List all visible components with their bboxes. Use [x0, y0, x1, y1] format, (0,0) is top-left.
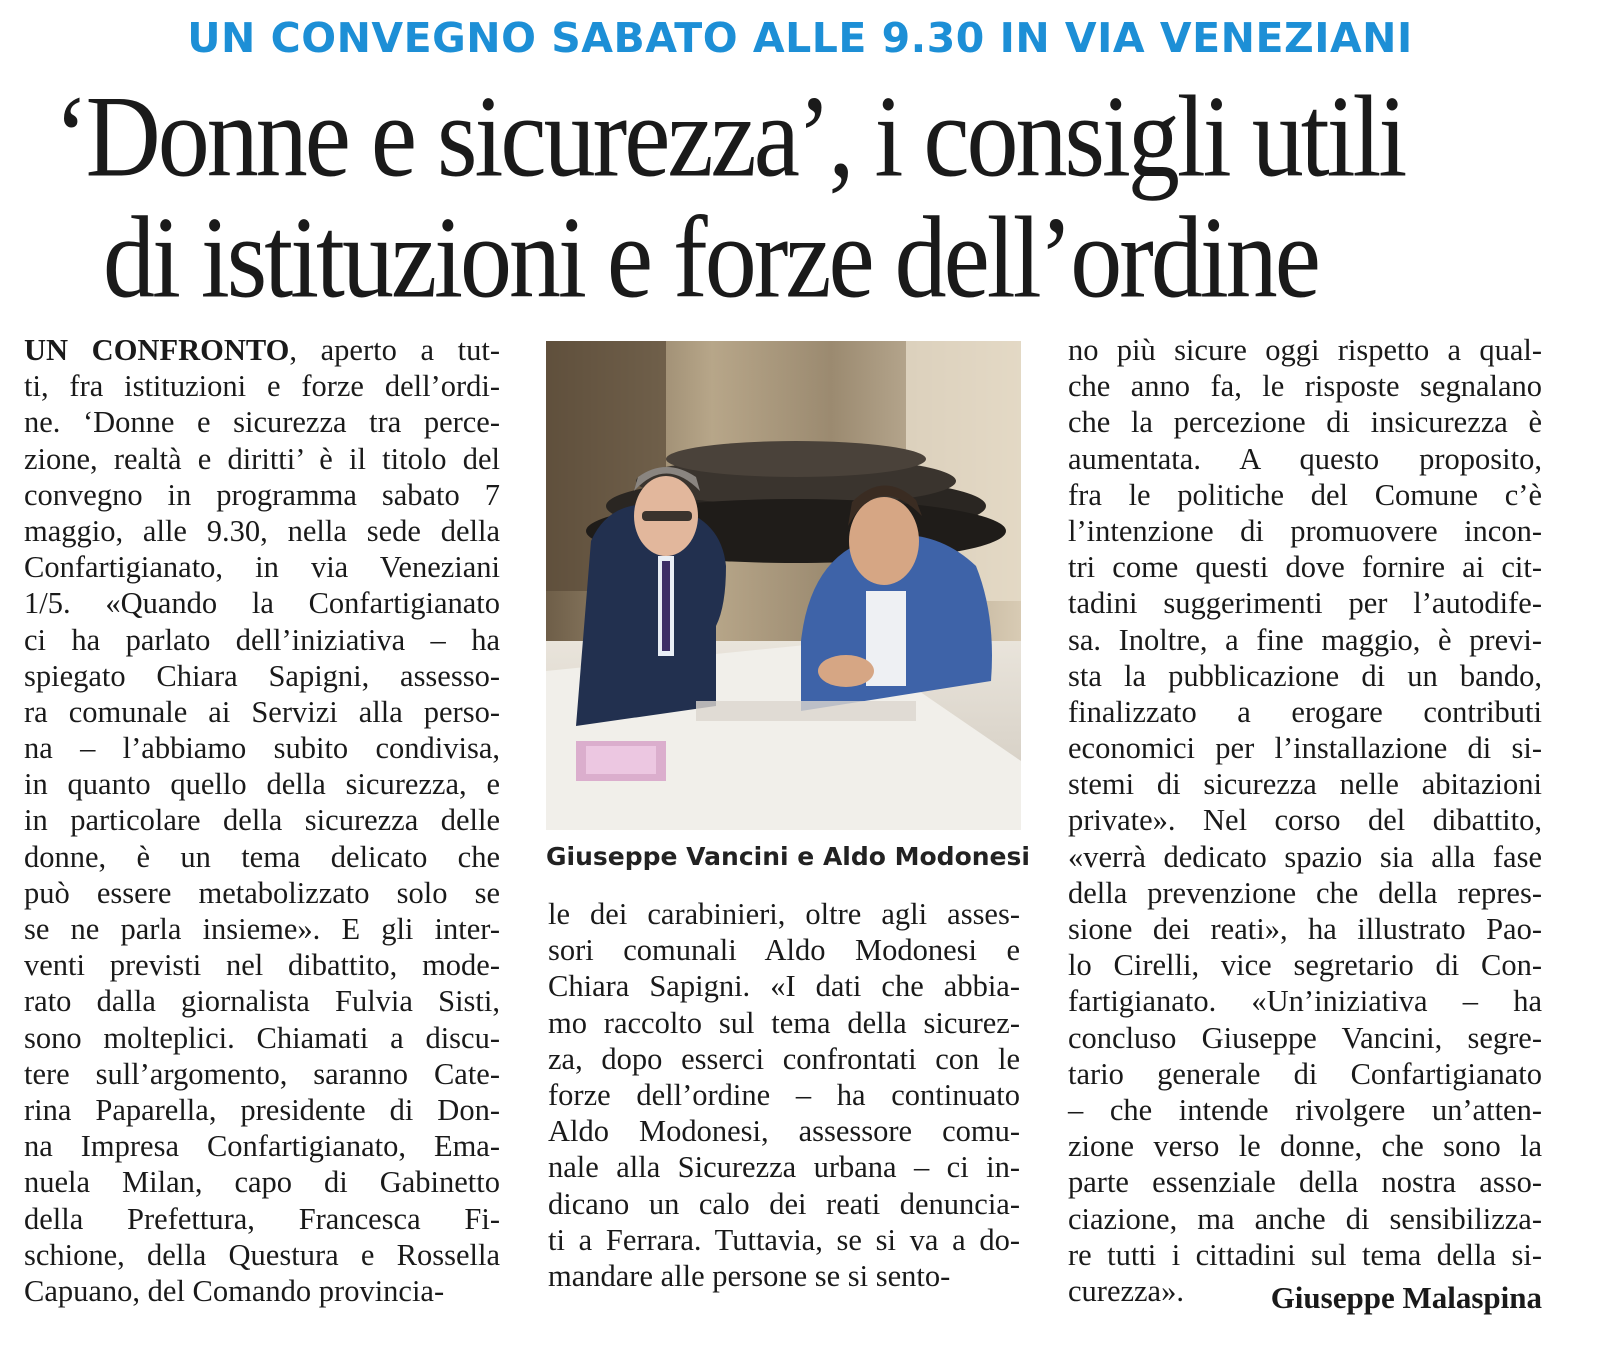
text-line — [24, 1201, 500, 1237]
text-line — [548, 896, 1020, 932]
text-line — [548, 1041, 1020, 1077]
text-line-content: concluso Giuseppe Vancini, segre- — [1068, 1020, 1542, 1055]
text-line — [1068, 1201, 1542, 1237]
text-line — [1068, 622, 1542, 658]
text-line — [1068, 1164, 1542, 1200]
text-line — [24, 1237, 500, 1273]
text-line — [548, 1005, 1020, 1041]
text-line-content: dicano un calo dei reati denuncia- — [548, 1186, 1020, 1221]
text-line-content: ne. ‘Donne e sicurezza tra perce- — [24, 405, 500, 440]
text-line-content: na Impresa Confartigianato, Ema- — [24, 1129, 500, 1164]
text-line-content: forze dell’ordine – ha continuato — [548, 1077, 1020, 1112]
article-column-3 — [1068, 332, 1542, 1309]
text-line — [1068, 1092, 1542, 1128]
text-line — [1068, 875, 1542, 911]
article-photo — [546, 341, 1021, 830]
text-line — [24, 1092, 500, 1128]
text-line-content: tario generale di Confartigianato — [1068, 1056, 1542, 1091]
text-line — [24, 404, 500, 440]
text-line-content: sori comunali Aldo Modonesi e — [548, 933, 1020, 968]
text-line-content: rato dalla giornalista Fulvia Sisti, — [24, 984, 500, 1019]
text-line-content: Aldo Modonesi, assessore comu- — [548, 1114, 1020, 1149]
headline-line-2: di istituzioni e forze dell’ordine — [103, 193, 1318, 323]
text-line — [1068, 477, 1542, 513]
text-line — [1068, 441, 1542, 477]
text-line — [548, 1113, 1020, 1149]
text-line — [24, 622, 500, 658]
text-line — [24, 477, 500, 513]
photo-caption: Giuseppe Vancini e Aldo Modonesi — [546, 842, 1030, 871]
article-column-2 — [548, 896, 1020, 1294]
text-line — [24, 875, 500, 911]
text-line-content: zione, realtà e diritti’ è il titolo del — [24, 441, 500, 476]
photo-illustration — [546, 341, 1021, 830]
text-line — [1068, 513, 1542, 549]
text-line-content: Confartigianato, in via Veneziani — [24, 550, 500, 585]
text-line — [1068, 549, 1542, 585]
text-line — [1068, 1056, 1542, 1092]
text-line — [1068, 332, 1542, 368]
text-line-content: l’intenzione di promuovere incon- — [1068, 513, 1542, 548]
text-line — [1068, 911, 1542, 947]
text-line — [24, 983, 500, 1019]
kicker-headline: UN CONVEGNO SABATO ALLE 9.30 IN VIA VENEZIANI — [187, 14, 1413, 62]
text-line-content: ti, fra istituzioni e forze dell’ordi- — [24, 369, 500, 404]
text-line-content: venti previsti nel dibattito, mode- — [24, 948, 500, 983]
text-line-content: mo raccolto sul tema della sicurez- — [548, 1005, 1020, 1040]
text-line — [1068, 766, 1542, 802]
text-line-content: rina Paparella, presidente di Don- — [24, 1092, 500, 1127]
text-line — [1068, 404, 1542, 440]
text-line — [1068, 585, 1542, 621]
text-line-content: fra le politiche del Comune c’è — [1068, 477, 1542, 512]
text-line — [24, 730, 500, 766]
text-line — [24, 332, 500, 368]
text-line — [24, 658, 500, 694]
lead-in: UN CONFRONTO — [24, 333, 290, 367]
text-line-content: sione dei reati», ha illustrato Pao- — [1068, 912, 1542, 946]
text-line-content: della Prefettura, Francesca Fi- — [24, 1201, 500, 1236]
text-line-content: economici per l’installazione di si- — [1068, 731, 1542, 766]
text-line — [24, 947, 500, 983]
text-line-content: può essere metabolizzato solo se — [24, 875, 500, 910]
text-line-content: sa. Inoltre, a fine maggio, è previ- — [1068, 622, 1542, 657]
text-line — [1068, 839, 1542, 875]
text-line — [24, 513, 500, 549]
text-line — [24, 585, 500, 621]
text-line-content: sono molteplici. Chiamati a discu- — [24, 1020, 500, 1055]
text-line-content: aumentata. A questo proposito, — [1068, 441, 1542, 476]
text-line — [1068, 368, 1542, 404]
text-line — [24, 1273, 500, 1309]
text-line — [24, 441, 500, 477]
text-line — [548, 1258, 1020, 1294]
text-line-content: tri come questi dove fornire ai cit- — [1068, 550, 1542, 585]
text-line-content: tere sull’argomento, saranno Cate- — [24, 1056, 500, 1091]
text-line-content: schione, della Questura e Rossella — [24, 1237, 500, 1272]
text-line-content: che la percezione di insicurezza è — [1068, 405, 1542, 440]
text-line-content: finalizzato a erogare contributi — [1068, 694, 1542, 729]
text-line — [1068, 947, 1542, 983]
text-line-content: le dei carabinieri, oltre agli asses- — [548, 897, 1020, 931]
text-line-content: lo Cirelli, vice segretario di Con- — [1068, 948, 1542, 983]
text-line-content: re tutti i cittadini sul tema della si- — [1068, 1237, 1542, 1272]
text-line-content: private». Nel corso del dibattito, — [1068, 803, 1542, 838]
text-line-content: parte essenziale della nostra asso- — [1068, 1165, 1542, 1200]
text-line — [1068, 694, 1542, 730]
text-line-content: in particolare della sicurezza delle — [24, 803, 500, 838]
text-line-content: Capuano, del Comando provincia- — [24, 1273, 445, 1308]
text-line — [548, 932, 1020, 968]
text-line-content: ti a Ferrara. Tuttavia, se si va a do- — [548, 1222, 1020, 1257]
text-line — [1068, 802, 1542, 838]
text-line-content: nuela Milan, capo di Gabinetto — [24, 1165, 500, 1200]
text-line — [1068, 1128, 1542, 1164]
text-line-content: tadini suggerimenti per l’autodife- — [1068, 586, 1542, 621]
text-line — [24, 1020, 500, 1056]
text-line — [24, 766, 500, 802]
text-line — [24, 1128, 500, 1164]
text-line-content: ra comunale ai Servizi alla perso- — [24, 694, 500, 729]
text-line-content: ciazione, ma anche di sensibilizza- — [1068, 1201, 1542, 1236]
text-line-content: che anno fa, le risposte segnalano — [1068, 369, 1542, 404]
text-line — [1068, 1020, 1542, 1056]
headline-line-1: ‘Donne e sicurezza’, i consigli utili — [54, 72, 1405, 202]
text-line-content: spiegato Chiara Sapigni, assesso- — [24, 658, 500, 693]
text-line-content: maggio, alle 9.30, nella sede della — [24, 513, 500, 548]
text-line-content: Chiara Sapigni. «I dati che abbia- — [548, 969, 1020, 1004]
text-line-content: zione verso le donne, che sono la — [1068, 1129, 1542, 1164]
text-line — [548, 1149, 1020, 1185]
text-line-content: fartigianato. «Un’iniziativa – ha — [1068, 984, 1542, 1019]
text-line — [24, 1164, 500, 1200]
text-line — [1068, 730, 1542, 766]
text-line-content: 1/5. «Quando la Confartigianato — [24, 586, 500, 621]
text-line — [24, 549, 500, 585]
text-line — [548, 1077, 1020, 1113]
text-line-content: no più sicure oggi rispetto a qual- — [1068, 333, 1542, 367]
text-line-content: «verrà dedicato spazio sia alla fase — [1068, 839, 1542, 874]
text-line — [548, 1222, 1020, 1258]
text-line — [24, 839, 500, 875]
text-line — [1068, 1237, 1542, 1273]
byline: Giuseppe Malaspina — [1270, 1280, 1542, 1315]
text-line-content: – che intende rivolgere un’atten- — [1068, 1092, 1542, 1127]
text-line-content: , aperto a tut- — [289, 333, 500, 367]
text-line-content: za, dopo esserci confrontati con le — [548, 1041, 1020, 1076]
text-line — [24, 802, 500, 838]
text-line — [1068, 983, 1542, 1019]
text-line — [24, 694, 500, 730]
text-line — [548, 1186, 1020, 1222]
text-line — [548, 968, 1020, 1004]
text-line — [1068, 658, 1542, 694]
text-line-content: donne, è un tema delicato che — [24, 839, 500, 874]
text-line-content: na – l’abbiamo subito condivisa, — [24, 731, 500, 766]
text-line-content: mandare alle persone se si sento- — [548, 1258, 951, 1293]
text-line-content: stemi di sicurezza nelle abitazioni — [1068, 767, 1542, 802]
text-line-content: della prevenzione che della repres- — [1068, 875, 1542, 910]
text-line-content: convegno in programma sabato 7 — [24, 477, 500, 512]
text-line — [24, 368, 500, 404]
text-line-content: nale alla Sicurezza urbana – ci in- — [548, 1150, 1020, 1185]
text-line-content: curezza». — [1068, 1273, 1184, 1308]
text-line-content: sta la pubblicazione di un bando, — [1068, 658, 1542, 693]
text-line-content: ci ha parlato dell’iniziativa – ha — [24, 622, 500, 657]
text-line — [24, 1056, 500, 1092]
text-line-content: in quanto quello della sicurezza, e — [24, 767, 500, 802]
article-column-1 — [24, 332, 500, 1309]
text-line-content: se ne parla insieme». E gli inter- — [24, 912, 500, 946]
text-line — [24, 911, 500, 947]
